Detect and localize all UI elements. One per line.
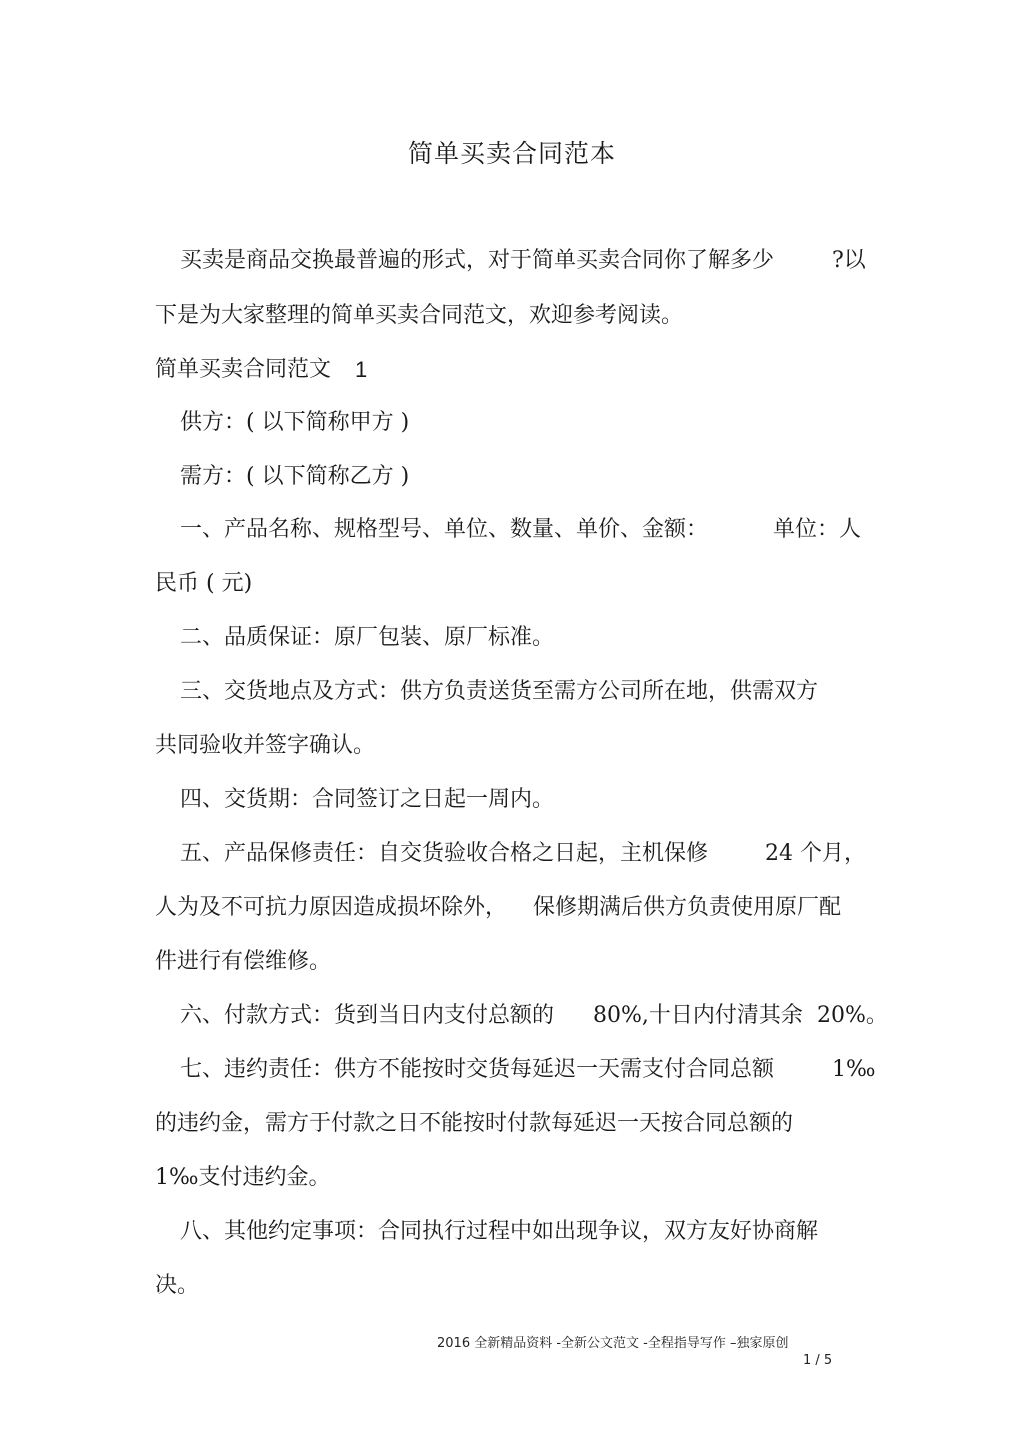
clause-3-line-2: 共同验收并签字确认。 xyxy=(155,733,376,758)
intro-line-1b: ?以 xyxy=(832,248,866,273)
clause-5-line-2a: 人为及不可抗力原因造成损坏除外， xyxy=(155,895,508,920)
clause-2: 二、品质保证：原厂包装、原厂标准。 xyxy=(180,625,555,650)
intro-line-2: 下是为大家整理的简单买卖合同范文，欢迎参考阅读。 xyxy=(155,303,684,328)
clause-1-line-1a: 一、产品名称、规格型号、单位、数量、单价、金额： xyxy=(180,517,709,542)
clause-5-line-2b: 保修期满后供方负责使用原厂配 xyxy=(533,895,842,920)
clause-7-line-2: 的违约金，需方于付款之日不能按时付款每延迟一天按合同总额的 xyxy=(155,1111,794,1136)
clause-1-line-1b: 单位：人 xyxy=(773,517,862,542)
clause-8-line-2: 决。 xyxy=(155,1273,200,1298)
clause-8-line-1: 八、其他约定事项：合同执行过程中如出现争议，双方友好协商解 xyxy=(180,1219,819,1244)
clause-6a: 六、付款方式：货到当日内支付总额的 xyxy=(180,1003,555,1028)
page-number: 1 / 5 xyxy=(803,1353,833,1368)
buyer-line: 需方：( 以下简称乙方 ) xyxy=(180,464,410,489)
clause-5-line-1b: 24 个月， xyxy=(765,841,866,866)
section-heading-text: 简单买卖合同范文 xyxy=(155,357,332,382)
intro-line-1a: 买卖是商品交换最普遍的形式，对于简单买卖合同你了解多少 xyxy=(180,248,775,273)
supplier-line: 供方：( 以下简称甲方 ) xyxy=(180,410,410,435)
clause-3-line-1: 三、交货地点及方式：供方负责送货至需方公司所在地，供需双方 xyxy=(180,679,819,704)
section-heading-number: 1 xyxy=(355,357,368,382)
clause-5-line-1a: 五、产品保修责任：自交货验收合格之日起，主机保修 xyxy=(180,841,709,866)
document-title: 简单买卖合同范本 xyxy=(407,139,616,168)
clause-6b: 80%,十日内付清其余 xyxy=(593,1003,803,1028)
footer-slogan: 2016 全新精品资料 -全新公文范文 -全程指导写作 –独家原创 xyxy=(437,1336,789,1351)
clause-7-line-3: 1‰支付违约金。 xyxy=(155,1165,331,1190)
clause-6c: 20%。 xyxy=(817,1003,888,1028)
clause-1-line-2: 民币 ( 元) xyxy=(155,571,253,596)
clause-7-line-1b: 1‰ xyxy=(832,1057,876,1082)
clause-7-line-1a: 七、违约责任：供方不能按时交货每延迟一天需支付合同总额 xyxy=(180,1057,775,1082)
clause-4: 四、交货期：合同签订之日起一周内。 xyxy=(180,787,555,812)
clause-5-line-3: 件进行有偿维修。 xyxy=(155,949,332,974)
